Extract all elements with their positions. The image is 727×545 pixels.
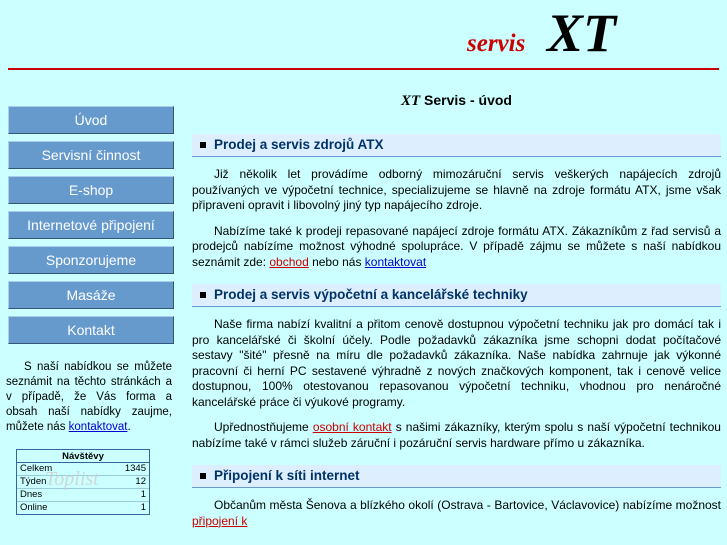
section-heading-internet-label: Připojení k síti internet	[214, 468, 360, 483]
link-obchod[interactable]: obchod	[269, 254, 309, 269]
paragraph-atx-1: Již několik let provádíme odborný mimozáruční servis veškerých napájecích zdrojů používaných ve výpočetní technice, specializujeme se hlavně na zdroje formátu ATX, jsme však připraveni opravit i libovolný jiný typ napájecího zdroje.	[192, 167, 721, 212]
sidebar-item-e-shop[interactable]: E-shop	[8, 176, 174, 204]
square-bullet-icon	[200, 142, 206, 148]
sidebar-item-uvod[interactable]: Úvod	[8, 106, 174, 134]
visitor-counter	[16, 449, 150, 515]
logo-xt-text: XT	[547, 3, 617, 63]
main-content	[182, 72, 727, 539]
counter-table	[17, 463, 149, 514]
counter-value-online: 1	[140, 502, 146, 513]
sidebar-item-sponzorujeme[interactable]: Sponzorujeme	[8, 246, 174, 274]
paragraph-atx-2	[192, 224, 721, 271]
section-heading-atx	[192, 134, 721, 157]
square-bullet-icon	[200, 473, 206, 479]
counter-value-today: 1	[94, 489, 149, 502]
section-heading-internet	[192, 465, 721, 488]
paragraph-pc-1: Naše firma nabízí kvalitní a přitom cenově dostupnou výpočetní techniku jak pro domácí tak i pro kancelářské či školní účely. Podle požadavků zákazníka jsme schopni dodat počítačové sestavy "šité" přesně na míru dle požadavků zákazníka. Naše nabídka zahrnuje jak výkonné pracovní či herní PC sestavené výhradně z nových značkových komponent, tak i cenově velice dostupnou, 100% otestovanou repasovanou výpočetní techniku, vhodnou pro nenáročné kancelářské práce či výukové programy.	[192, 317, 721, 409]
sidebar-item-internetove-pripojeni[interactable]: Internetové připojení	[8, 211, 174, 239]
logo-servis-text: servis	[467, 30, 526, 57]
table-row	[17, 502, 149, 515]
section-heading-atx-label: Prodej a servis zdrojů ATX	[214, 137, 384, 152]
paragraph-pc-2-mid: s našimi zákazníky, kterým spolu s naší výpočetní technikou nabízíme také v rámci služeb záruční i pozáruční servis hardware přímo u zákazníka.	[192, 420, 721, 450]
counter-label-total: Celkem	[17, 463, 94, 476]
page-title-xt: XT	[401, 93, 421, 109]
sidebar-item-servisni-cinnost[interactable]: Servisní činnost	[8, 141, 174, 169]
page-title-rest: Servis - úvod	[420, 92, 512, 108]
paragraph-atx-2-mid: nebo nás	[308, 254, 365, 269]
counter-label-today: Dnes	[17, 489, 94, 502]
sidebar-item-kontakt[interactable]: Kontakt	[8, 316, 174, 344]
counter-label-online: Online	[20, 502, 48, 513]
paragraph-internet-1	[192, 498, 721, 529]
main-navigation	[8, 106, 174, 344]
paragraph-atx-2-text: Nabízíme také k prodeji repasované napájecí zdroje formátu ATX. Zákazníkům z řad servisů a prodejců nabízíme možnost výhodné spolupráce. V případě zájmu se můžete s naší nabídkou seznámit zde:	[192, 223, 721, 269]
table-row	[17, 463, 149, 476]
counter-label-week: Týden	[17, 476, 94, 489]
header-divider	[8, 68, 719, 70]
sidebar	[0, 72, 182, 515]
sidebar-note-text: S naší nabídkou se můžete seznámit na těchto stránkách a v případě, že Vás forma a obsah naší nabídky zaujme, můžete nás	[6, 361, 172, 433]
toplist-watermark: Toplist	[45, 468, 99, 490]
page-layout	[0, 72, 727, 539]
counter-value-total: 1345	[94, 463, 149, 476]
paragraph-pc-2-text: Upřednostňujeme	[214, 420, 313, 434]
page-header	[0, 0, 727, 72]
site-logo	[467, 3, 667, 66]
link-pripojeni[interactable]: připojení k	[192, 513, 248, 528]
paragraph-pc-2	[192, 420, 721, 451]
paragraph-internet-1-text: Občanům města Šenova a blízkého okolí (Ostrava - Bartovice, Václavovice) nabízíme možnost	[214, 498, 721, 512]
sidebar-item-masaze[interactable]: Masáže	[8, 281, 174, 309]
counter-value-week: 12	[94, 476, 149, 489]
link-kontaktovat[interactable]: kontaktovat	[364, 254, 427, 269]
page-title	[192, 92, 721, 110]
link-osobni-kontakt[interactable]: osobní kontakt	[312, 420, 392, 434]
sidebar-note-contact-link[interactable]: kontaktovat	[68, 421, 128, 433]
section-heading-pc	[192, 284, 721, 307]
counter-title: Návštěvy	[17, 450, 149, 463]
sidebar-note	[6, 360, 172, 435]
table-row	[17, 489, 149, 502]
square-bullet-icon	[200, 292, 206, 298]
section-heading-pc-label: Prodej a servis výpočetní a kancelářské techniky	[214, 287, 528, 302]
table-row	[17, 476, 149, 489]
sidebar-note-text-end: .	[127, 421, 131, 433]
